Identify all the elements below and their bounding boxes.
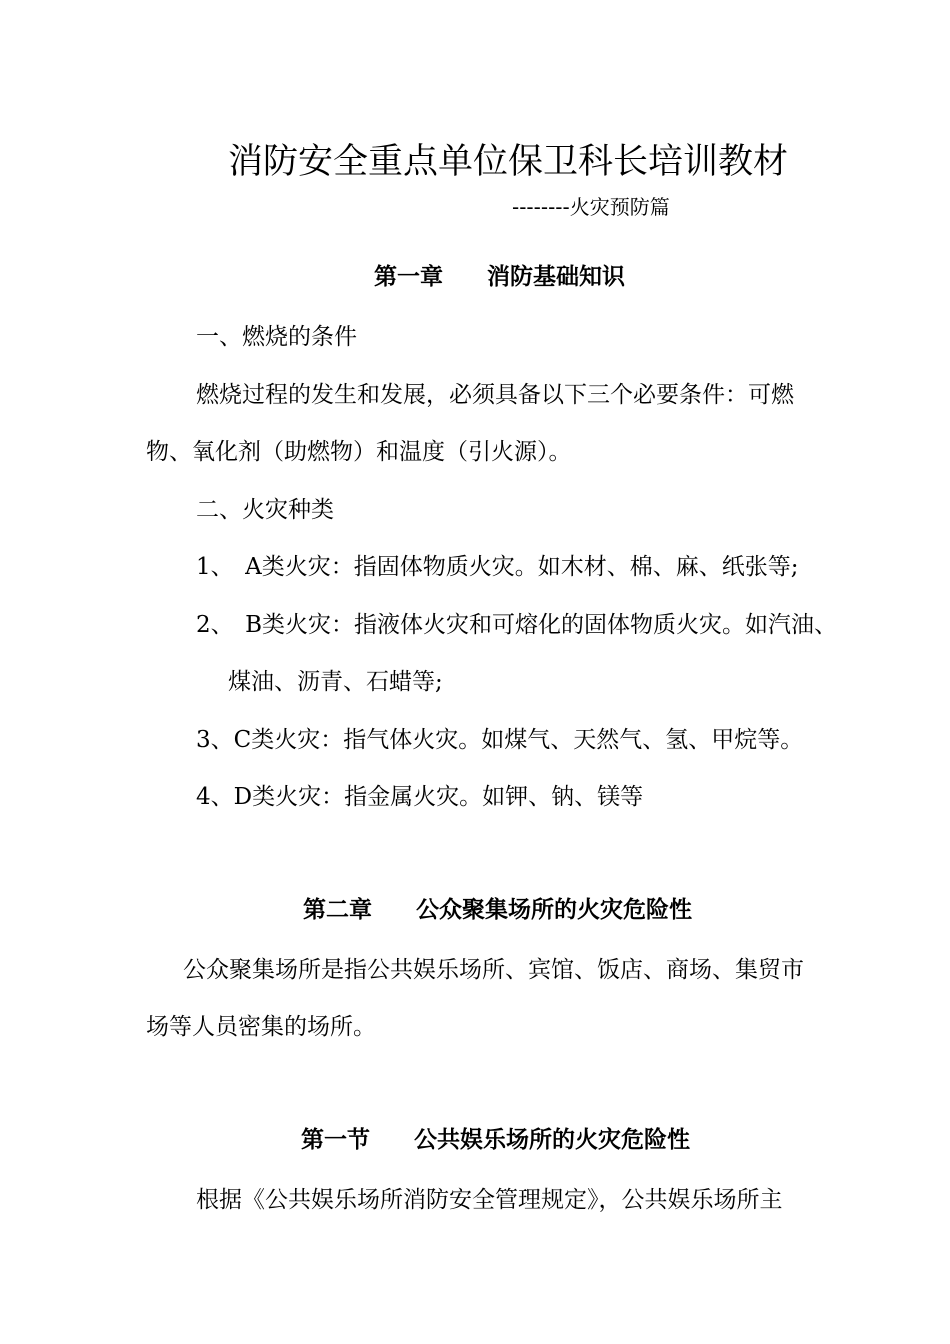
section-name: 公共娱乐场所的火灾危险性 bbox=[414, 1127, 690, 1153]
chapter-2-label: 第二章 bbox=[303, 897, 372, 923]
paragraph-line: 场等人员密集的场所。 bbox=[146, 1014, 376, 1040]
paragraph-line: 物、氧化剂（助燃物）和温度（引火源）。 bbox=[146, 439, 572, 465]
chapter-1-heading bbox=[374, 262, 625, 292]
chapter-1-name: 消防基础知识 bbox=[487, 264, 625, 290]
chapter-2-heading bbox=[303, 895, 692, 925]
section-label: 第一节 bbox=[301, 1127, 370, 1153]
section-1-heading: 一、燃烧的条件 bbox=[196, 324, 357, 350]
document-title: 消防安全重点单位保卫科长培训教材 bbox=[227, 142, 788, 182]
list-item: 2、 B类火灾：指液体火灾和可熔化的固体物质火灾。如汽油、 bbox=[196, 612, 838, 638]
paragraph-line: 根据《公共娱乐场所消防安全管理规定》，公共娱乐场所主 bbox=[196, 1187, 783, 1213]
document-subtitle: --------火灾预防篇 bbox=[512, 195, 670, 219]
section-1-title bbox=[301, 1125, 690, 1155]
paragraph-line: 燃烧过程的发生和发展，必须具备以下三个必要条件：可燃 bbox=[196, 382, 794, 408]
list-item: 4、D类火灾：指金属火灾。如钾、钠、镁等 bbox=[196, 784, 644, 810]
list-item-continuation: 煤油、沥青、石蜡等; bbox=[228, 669, 443, 695]
list-item: 3、C类火灾：指气体火灾。如煤气、天然气、氢、甲烷等。 bbox=[196, 727, 804, 753]
chapter-1-label: 第一章 bbox=[374, 264, 443, 290]
chapter-2-name: 公众聚集场所的火灾危险性 bbox=[416, 897, 692, 923]
section-2-heading: 二、火灾种类 bbox=[196, 497, 334, 523]
paragraph-line: 公众聚集场所是指公共娱乐场所、宾馆、饭店、商场、集贸市 bbox=[183, 957, 804, 983]
list-item: 1、 A类火灾：指固体物质火灾。如木材、棉、麻、纸张等; bbox=[196, 554, 799, 580]
